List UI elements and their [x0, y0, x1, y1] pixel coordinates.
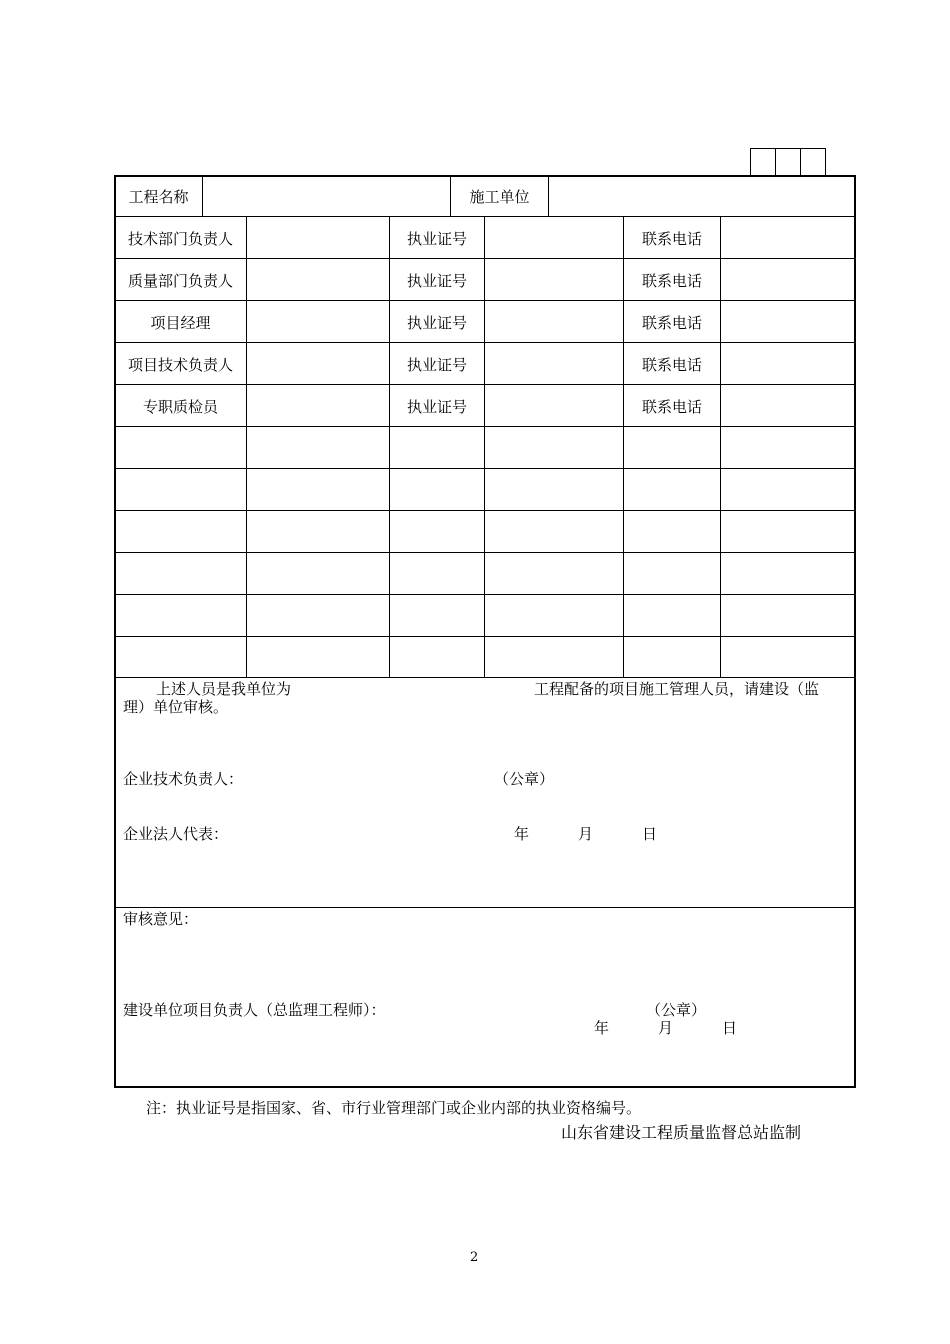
- row-divider: [114, 258, 856, 259]
- cert-label: 执业证号: [406, 398, 467, 416]
- declaration-line2: 理）单位审核。: [123, 698, 229, 716]
- phone-label: 联系电话: [641, 314, 702, 332]
- legal-rep-label: 企业法人代表：: [123, 825, 229, 843]
- col-divider: [720, 216, 721, 677]
- role-label-project-tech: 项目技术负责人: [127, 356, 233, 374]
- phone-label: 联系电话: [641, 398, 702, 416]
- footnote: 注：执业证号是指国家、省、市行业管理部门或企业内部的执业资格编号。: [146, 1099, 642, 1117]
- corner-box-2: [775, 148, 801, 176]
- col-divider: [484, 216, 485, 677]
- phone-label: 联系电话: [641, 230, 702, 248]
- construction-unit-label: 施工单位: [469, 188, 530, 206]
- declaration-line1-right: 工程配备的项目施工管理人员，请建设（监: [534, 680, 820, 698]
- row-divider: [114, 594, 856, 595]
- row-divider: [114, 300, 856, 301]
- phone-label: 联系电话: [641, 356, 702, 374]
- role-label-quality-inspector: 专职质检员: [142, 398, 218, 416]
- cert-label: 执业证号: [406, 230, 467, 248]
- declaration-year: 年: [514, 825, 530, 843]
- declaration-day: 日: [642, 825, 658, 843]
- project-name-label: 工程名称: [128, 188, 189, 206]
- corner-box-1: [750, 148, 776, 176]
- row-divider: [114, 677, 856, 678]
- builder-head-label: 建设单位项目负责人（总监理工程师）：: [123, 1001, 386, 1019]
- declaration-month: 月: [578, 825, 594, 843]
- row-divider: [114, 216, 856, 217]
- row-divider: [114, 384, 856, 385]
- cert-label: 执业证号: [406, 314, 467, 332]
- role-label-quality-dept: 质量部门负责人: [127, 272, 233, 290]
- col-divider: [246, 216, 247, 677]
- review-opinion-label: 审核意见：: [123, 910, 199, 928]
- project-name-field[interactable]: [203, 177, 449, 215]
- review-seal: （公章）: [646, 1001, 707, 1019]
- construction-unit-field[interactable]: [549, 177, 854, 215]
- declaration-seal: （公章）: [494, 770, 555, 788]
- role-label-project-manager: 项目经理: [150, 314, 211, 332]
- tech-head-label: 企业技术负责人：: [123, 770, 244, 788]
- review-month: 月: [658, 1019, 674, 1037]
- form-table: [114, 175, 856, 1088]
- declaration-line1-left: 上述人员是我单位为: [156, 680, 292, 698]
- role-label-tech-dept: 技术部门负责人: [127, 230, 233, 248]
- row-divider: [114, 426, 856, 427]
- review-day: 日: [722, 1019, 738, 1037]
- row-divider: [114, 510, 856, 511]
- row-divider: [114, 636, 856, 637]
- section-divider: [114, 907, 856, 908]
- row-divider: [114, 552, 856, 553]
- phone-label: 联系电话: [641, 272, 702, 290]
- supervisor-text: 山东省建设工程质量监督总站监制: [561, 1123, 802, 1142]
- corner-box-3: [800, 148, 826, 176]
- cert-label: 执业证号: [406, 356, 467, 374]
- row-divider: [114, 342, 856, 343]
- row-divider: [114, 468, 856, 469]
- review-year: 年: [594, 1019, 610, 1037]
- page-number: 2: [470, 1250, 479, 1265]
- cert-label: 执业证号: [406, 272, 467, 290]
